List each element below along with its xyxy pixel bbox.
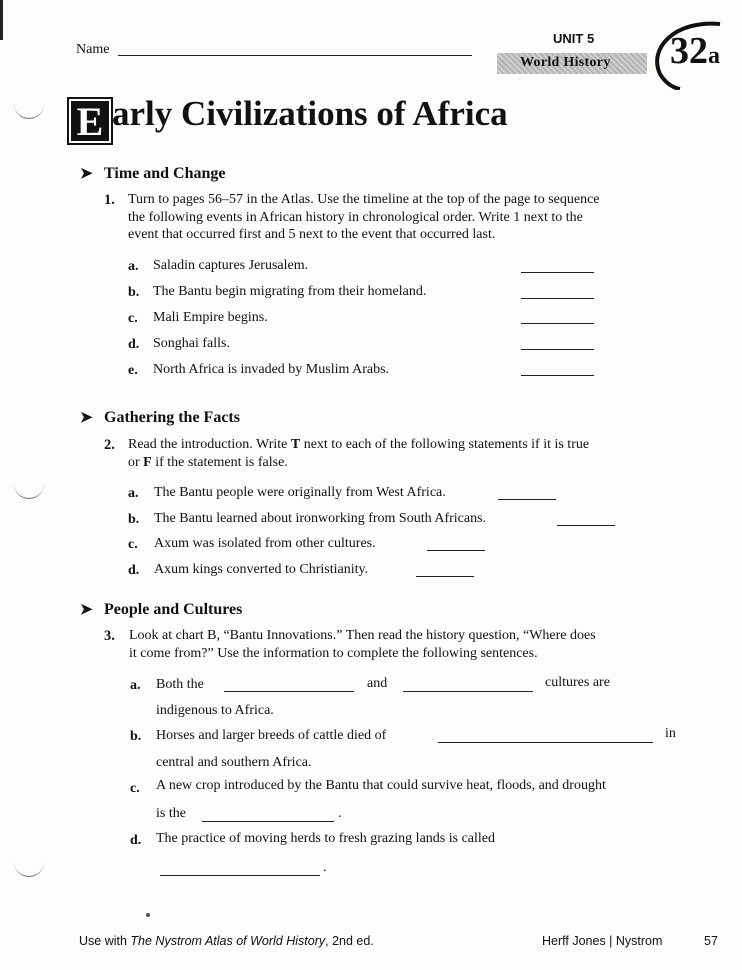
item-letter: a.	[130, 678, 141, 693]
question-line: it come from?” Use the information to complete the following sentences.	[129, 645, 538, 661]
section-heading-text: Time and Change	[104, 165, 226, 182]
question-line: Read the introduction. Write T next to each of the following statements if it is true	[128, 437, 590, 452]
unit-label: UNIT 5	[553, 31, 595, 46]
answer-blank[interactable]	[427, 549, 485, 551]
question-3-text	[129, 627, 596, 662]
question-line: the following events in African history in chronological order. Write 1 next to the	[128, 209, 583, 225]
question-number: 1.	[104, 192, 115, 208]
question-line: or F if the statement is false.	[128, 454, 288, 470]
item-letter: a.	[128, 259, 139, 274]
item-letter: c.	[130, 781, 140, 796]
answer-blank[interactable]	[521, 374, 594, 376]
item-text: and	[367, 676, 388, 691]
item-text: .	[338, 806, 342, 821]
footer-prefix: Use with	[79, 934, 131, 948]
item-text: .	[323, 860, 327, 875]
title-initial: E	[67, 97, 113, 145]
item-text: central and southern Africa.	[156, 755, 312, 770]
section-heading-time-and-change	[80, 164, 226, 183]
question-2-text	[128, 436, 589, 471]
answer-blank[interactable]	[438, 741, 653, 743]
footer-citation	[79, 934, 374, 948]
item-text: A new crop introduced by the Bantu that could survive heat, floods, and drought	[156, 778, 606, 793]
item-text: Both the	[156, 677, 204, 692]
stray-mark	[146, 913, 150, 917]
answer-blank[interactable]	[416, 575, 474, 577]
answer-blank[interactable]	[521, 271, 594, 273]
question-line: Turn to pages 56–57 in the Atlas. Use the timeline at the top of the page to sequence	[128, 192, 600, 207]
lesson-number	[670, 32, 720, 70]
answer-blank[interactable]	[557, 524, 615, 526]
item-text: The practice of moving herds to fresh grazing lands is called	[156, 831, 495, 846]
name-label: Name	[76, 42, 110, 57]
answer-blank[interactable]	[521, 348, 594, 350]
question-1-text	[128, 191, 600, 244]
item-text: The Bantu learned about ironworking from South Africans.	[154, 511, 487, 526]
item-letter: a.	[128, 486, 139, 501]
section-heading-people-and-cultures	[80, 600, 242, 619]
item-text: Mali Empire begins.	[153, 310, 268, 325]
arrow-icon: ➤	[80, 602, 93, 618]
answer-blank[interactable]	[202, 820, 334, 822]
item-text: is the	[156, 806, 186, 821]
item-letter: c.	[128, 537, 138, 552]
punch-hole-mark	[14, 862, 44, 877]
item-text: Axum was isolated from other cultures.	[154, 536, 376, 551]
section-heading-gathering-the-facts	[80, 408, 240, 427]
item-letter: c.	[128, 311, 138, 326]
question-number: 2.	[104, 437, 115, 453]
answer-blank[interactable]	[521, 322, 594, 324]
scan-edge	[0, 0, 3, 40]
section-heading-text: Gathering the Facts	[104, 409, 240, 426]
item-letter: d.	[128, 563, 140, 578]
footer-suffix: , 2nd ed.	[325, 934, 374, 948]
punch-hole-mark	[14, 484, 44, 499]
lesson-number-letter: a	[708, 43, 720, 69]
question-number: 3.	[104, 628, 115, 644]
question-line: event that occurred first and 5 next to the event that occurred last.	[128, 227, 496, 242]
item-letter: b.	[128, 512, 140, 527]
footer-atlas-title: The Nystrom Atlas of World History	[130, 934, 326, 948]
item-text: Songhai falls.	[153, 336, 230, 351]
item-text: in	[665, 726, 676, 741]
item-text: The Bantu begin migrating from their homeland.	[153, 284, 427, 299]
item-text: The Bantu people were originally from West Africa.	[154, 485, 446, 500]
answer-blank[interactable]	[521, 297, 594, 299]
item-letter: b.	[128, 285, 140, 300]
item-letter: d.	[128, 337, 140, 352]
item-letter: d.	[130, 833, 142, 848]
answer-blank[interactable]	[403, 690, 533, 692]
answer-blank[interactable]	[160, 874, 320, 876]
footer-publisher: Herff Jones | Nystrom	[542, 934, 663, 948]
item-text: cultures are	[545, 675, 610, 690]
item-text: Saladin captures Jerusalem.	[153, 258, 309, 273]
arrow-icon: ➤	[80, 410, 93, 426]
item-text: Axum kings converted to Christianity.	[154, 562, 369, 577]
answer-blank[interactable]	[498, 498, 556, 500]
punch-hole-mark	[14, 104, 44, 119]
section-heading-text: People and Cultures	[104, 601, 243, 618]
page-number: 57	[704, 934, 718, 948]
item-letter: b.	[130, 729, 142, 744]
item-text: North Africa is invaded by Muslim Arabs.	[153, 362, 390, 377]
item-letter: e.	[128, 363, 138, 378]
item-text: Horses and larger breeds of cattle died of	[156, 728, 387, 743]
page-title: arly Civilizations of Africa	[112, 94, 508, 133]
arrow-icon: ➤	[80, 166, 93, 182]
lesson-number-digits: 32	[670, 30, 708, 72]
answer-blank[interactable]	[224, 690, 354, 692]
question-line: Look at chart B, “Bantu Innovations.” Then read the history question, “Where does	[129, 628, 596, 643]
item-text: indigenous to Africa.	[156, 703, 274, 718]
name-field[interactable]	[118, 55, 472, 56]
course-label: World History	[520, 55, 611, 70]
